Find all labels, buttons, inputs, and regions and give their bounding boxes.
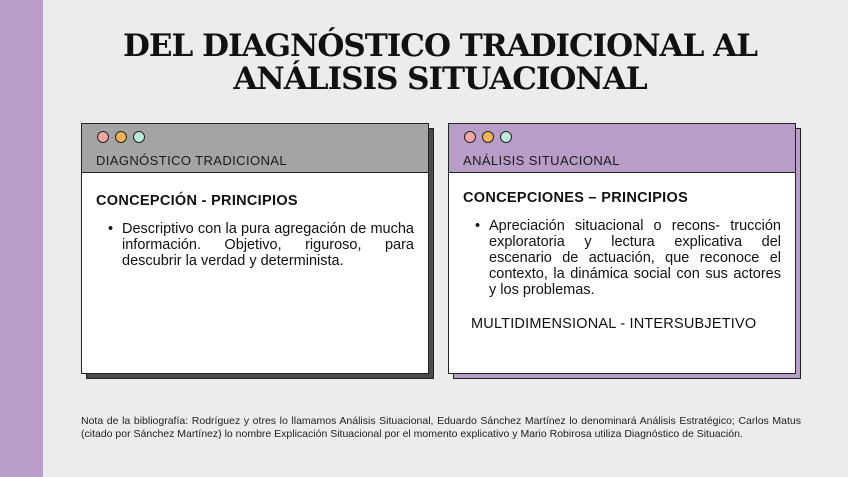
window-dots [97,131,145,143]
right-card-list [463,218,781,298]
left-card-body [82,173,428,269]
left-card-header-label: DIAGNÓSTICO TRADICIONAL [96,153,287,168]
page-title [60,30,820,96]
window-dots [464,131,512,143]
right-card-subtitle: CONCEPCIONES – PRINCIPIOS [463,190,689,206]
right-card-header [449,124,795,173]
window-dot-mint-icon [133,131,145,143]
right-card-bullet: • Apreciación situacional o recons- trucción exploratoria y lectura explicativa del escenario de actuación, que reconoce el contexto, la dinámica social con sus actores y los problemas. [475,218,781,298]
right-card-header-label: ANÁLISIS SITUACIONAL [463,153,620,168]
title-line-1: DEL DIAGNÓSTICO TRADICIONAL AL [122,28,758,64]
window-dot-orange-icon [115,131,127,143]
window-dot-orange-icon [482,131,494,143]
left-card-subtitle: CONCEPCIÓN - PRINCIPIOS [96,193,298,209]
left-card [81,123,429,374]
right-card-body [449,173,795,332]
bibliography-note: Nota de la bibliografía: Rodríguez y otres lo llamamos Análisis Situacional, Eduardo Sánchez Martínez lo denominará Análisis Estratégico; Carlos Matus (citado por Sánchez Martínez) lo nombre Explicación Situacional por el momento explicativo y Mario Robirosa utiliza Diagnóstico de Situación. [81,415,801,440]
side-accent-bar [0,0,43,477]
window-dot-pink-icon [464,131,476,143]
right-card [448,123,796,374]
left-card-bullet: • Descriptivo con la pura agregación de mucha información. Objetivo, riguroso, para descubrir la verdad y determinista. [108,221,414,269]
right-card-extra: MULTIDIMENSIONAL - INTERSUBJETIVO [471,316,757,332]
title-line-2: ANÁLISIS SITUACIONAL [233,61,647,97]
left-card-list [96,221,414,269]
window-dot-mint-icon [500,131,512,143]
left-card-header [82,124,428,173]
window-dot-pink-icon [97,131,109,143]
